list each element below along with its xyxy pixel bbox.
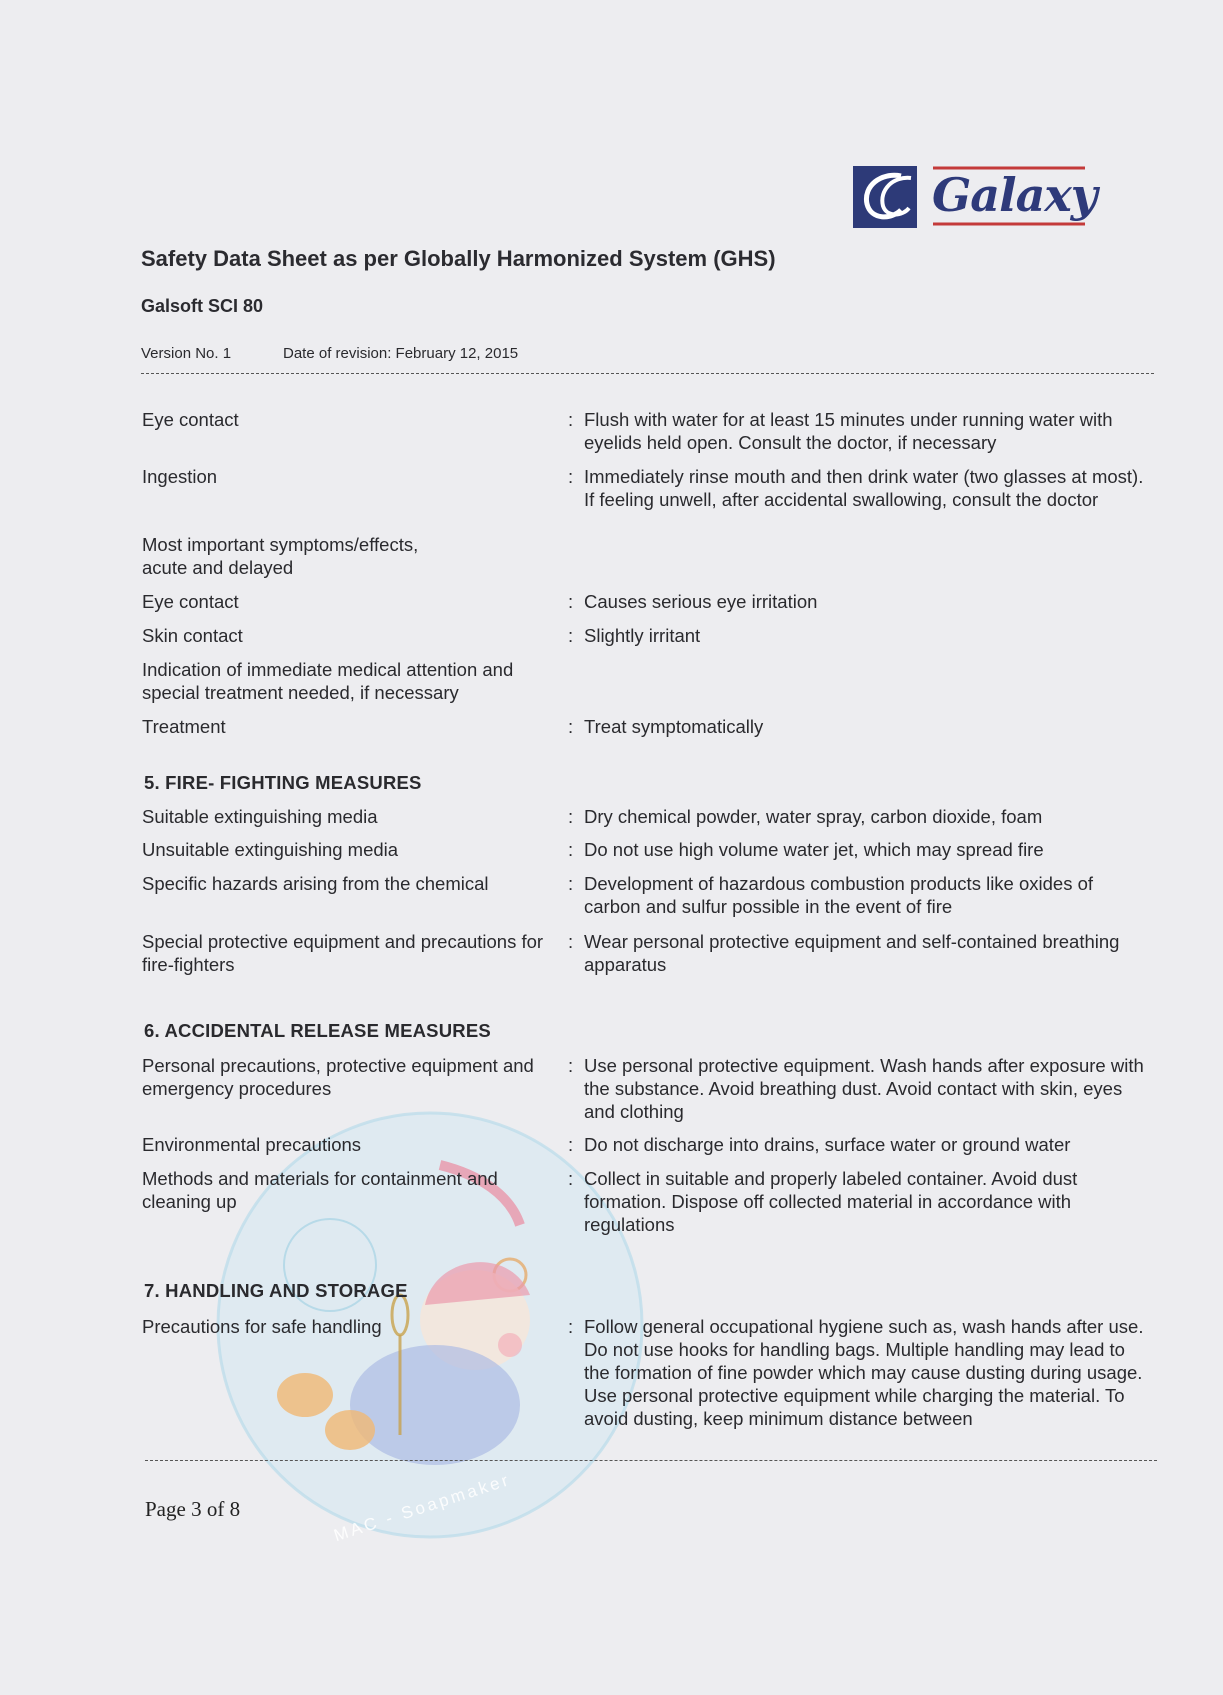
row-label: Eye contact: [142, 409, 239, 430]
row-value: Follow general occupational hygiene such as, wash hands after use. Do not use hooks for handling bags. Multiple handling may lead to the formation of fine powder which may cause dusting during usage. Use personal protective equipment while charging the material. To avoid dusting, keep minimum distance between: [584, 1316, 1144, 1429]
section-6-heading: 6. ACCIDENTAL RELEASE MEASURES: [144, 1020, 491, 1041]
row-label: Skin contact: [142, 625, 243, 646]
document-title: Safety Data Sheet as per Globally Harmonized System (GHS): [141, 246, 776, 271]
revision-date: Date of revision: February 12, 2015: [283, 345, 519, 362]
product-name: Galsoft SCI 80: [141, 296, 264, 316]
row-separator: :: [568, 1055, 574, 1076]
row-separator: :: [568, 1168, 574, 1189]
row-separator: :: [568, 1134, 574, 1155]
row-value: Causes serious eye irritation: [584, 591, 818, 612]
row-label: Personal precautions, protective equipment and emergency procedures: [142, 1055, 534, 1099]
row-value: Wear personal protective equipment and self-contained breathing apparatus: [584, 931, 1120, 975]
row-label: Eye contact: [142, 591, 239, 612]
row-label: Special protective equipment and precautions for fire-fighters: [142, 931, 544, 975]
row-separator: :: [568, 1316, 574, 1337]
row-value: Do not discharge into drains, surface water or ground water: [584, 1134, 1071, 1155]
version-number: Version No. 1: [141, 345, 232, 362]
footer-divider: [145, 1460, 1157, 1461]
row-value: Collect in suitable and properly labeled container. Avoid dust formation. Dispose off collected material in accordance with regulations: [584, 1168, 1078, 1235]
row-label: Precautions for safe handling: [142, 1316, 382, 1337]
row-separator: :: [568, 625, 574, 646]
row-value: Use personal protective equipment. Wash hands after exposure with the substance. Avoid breathing dust. Avoid contact with skin, eyes and clothing: [584, 1055, 1144, 1122]
row-separator: :: [568, 409, 574, 430]
row-separator: :: [568, 591, 574, 612]
row-separator: :: [568, 716, 574, 737]
row-value: Do not use high volume water jet, which may spread fire: [584, 839, 1044, 860]
row-value: Treat symptomatically: [584, 716, 764, 737]
row-value: Development of hazardous combustion products like oxides of carbon and sulfur possible in the event of fire: [584, 873, 1094, 917]
row-label: Indication of immediate medical attention and special treatment needed, if necessary: [142, 659, 514, 703]
row-label: Methods and materials for containment and cleaning up: [142, 1168, 498, 1212]
row-label: Environmental precautions: [142, 1134, 362, 1155]
row-separator: :: [568, 466, 574, 487]
row-value: Flush with water for at least 15 minutes under running water with eyelids held open. Consult the doctor, if necessary: [584, 409, 1113, 453]
page-number: Page 3 of 8: [145, 1497, 241, 1521]
row-separator: :: [568, 839, 574, 860]
section-7-heading: 7. HANDLING AND STORAGE: [144, 1280, 408, 1301]
watermark-text: MAC - Soapmaker: [331, 1469, 514, 1546]
section-5-heading: 5. FIRE- FIGHTING MEASURES: [144, 772, 422, 793]
row-separator: :: [568, 931, 574, 952]
row-separator: :: [568, 806, 574, 827]
row-label: Most important symptoms/effects, acute and delayed: [142, 534, 419, 578]
row-label: Suitable extinguishing media: [142, 806, 378, 827]
row-label: Ingestion: [142, 466, 218, 487]
header-divider: [141, 373, 1154, 374]
row-label: Specific hazards arising from the chemical: [142, 873, 489, 894]
row-separator: :: [568, 873, 574, 894]
row-label: Unsuitable extinguishing media: [142, 839, 399, 860]
row-value: Immediately rinse mouth and then drink water (two glasses at most). If feeling unwell, after accidental swallowing, consult the doctor: [584, 466, 1144, 510]
row-label: Treatment: [142, 716, 226, 737]
row-value: Dry chemical powder, water spray, carbon dioxide, foam: [584, 806, 1043, 827]
logo-wordmark: Galaxy: [932, 168, 1097, 222]
row-value: Slightly irritant: [584, 625, 701, 646]
